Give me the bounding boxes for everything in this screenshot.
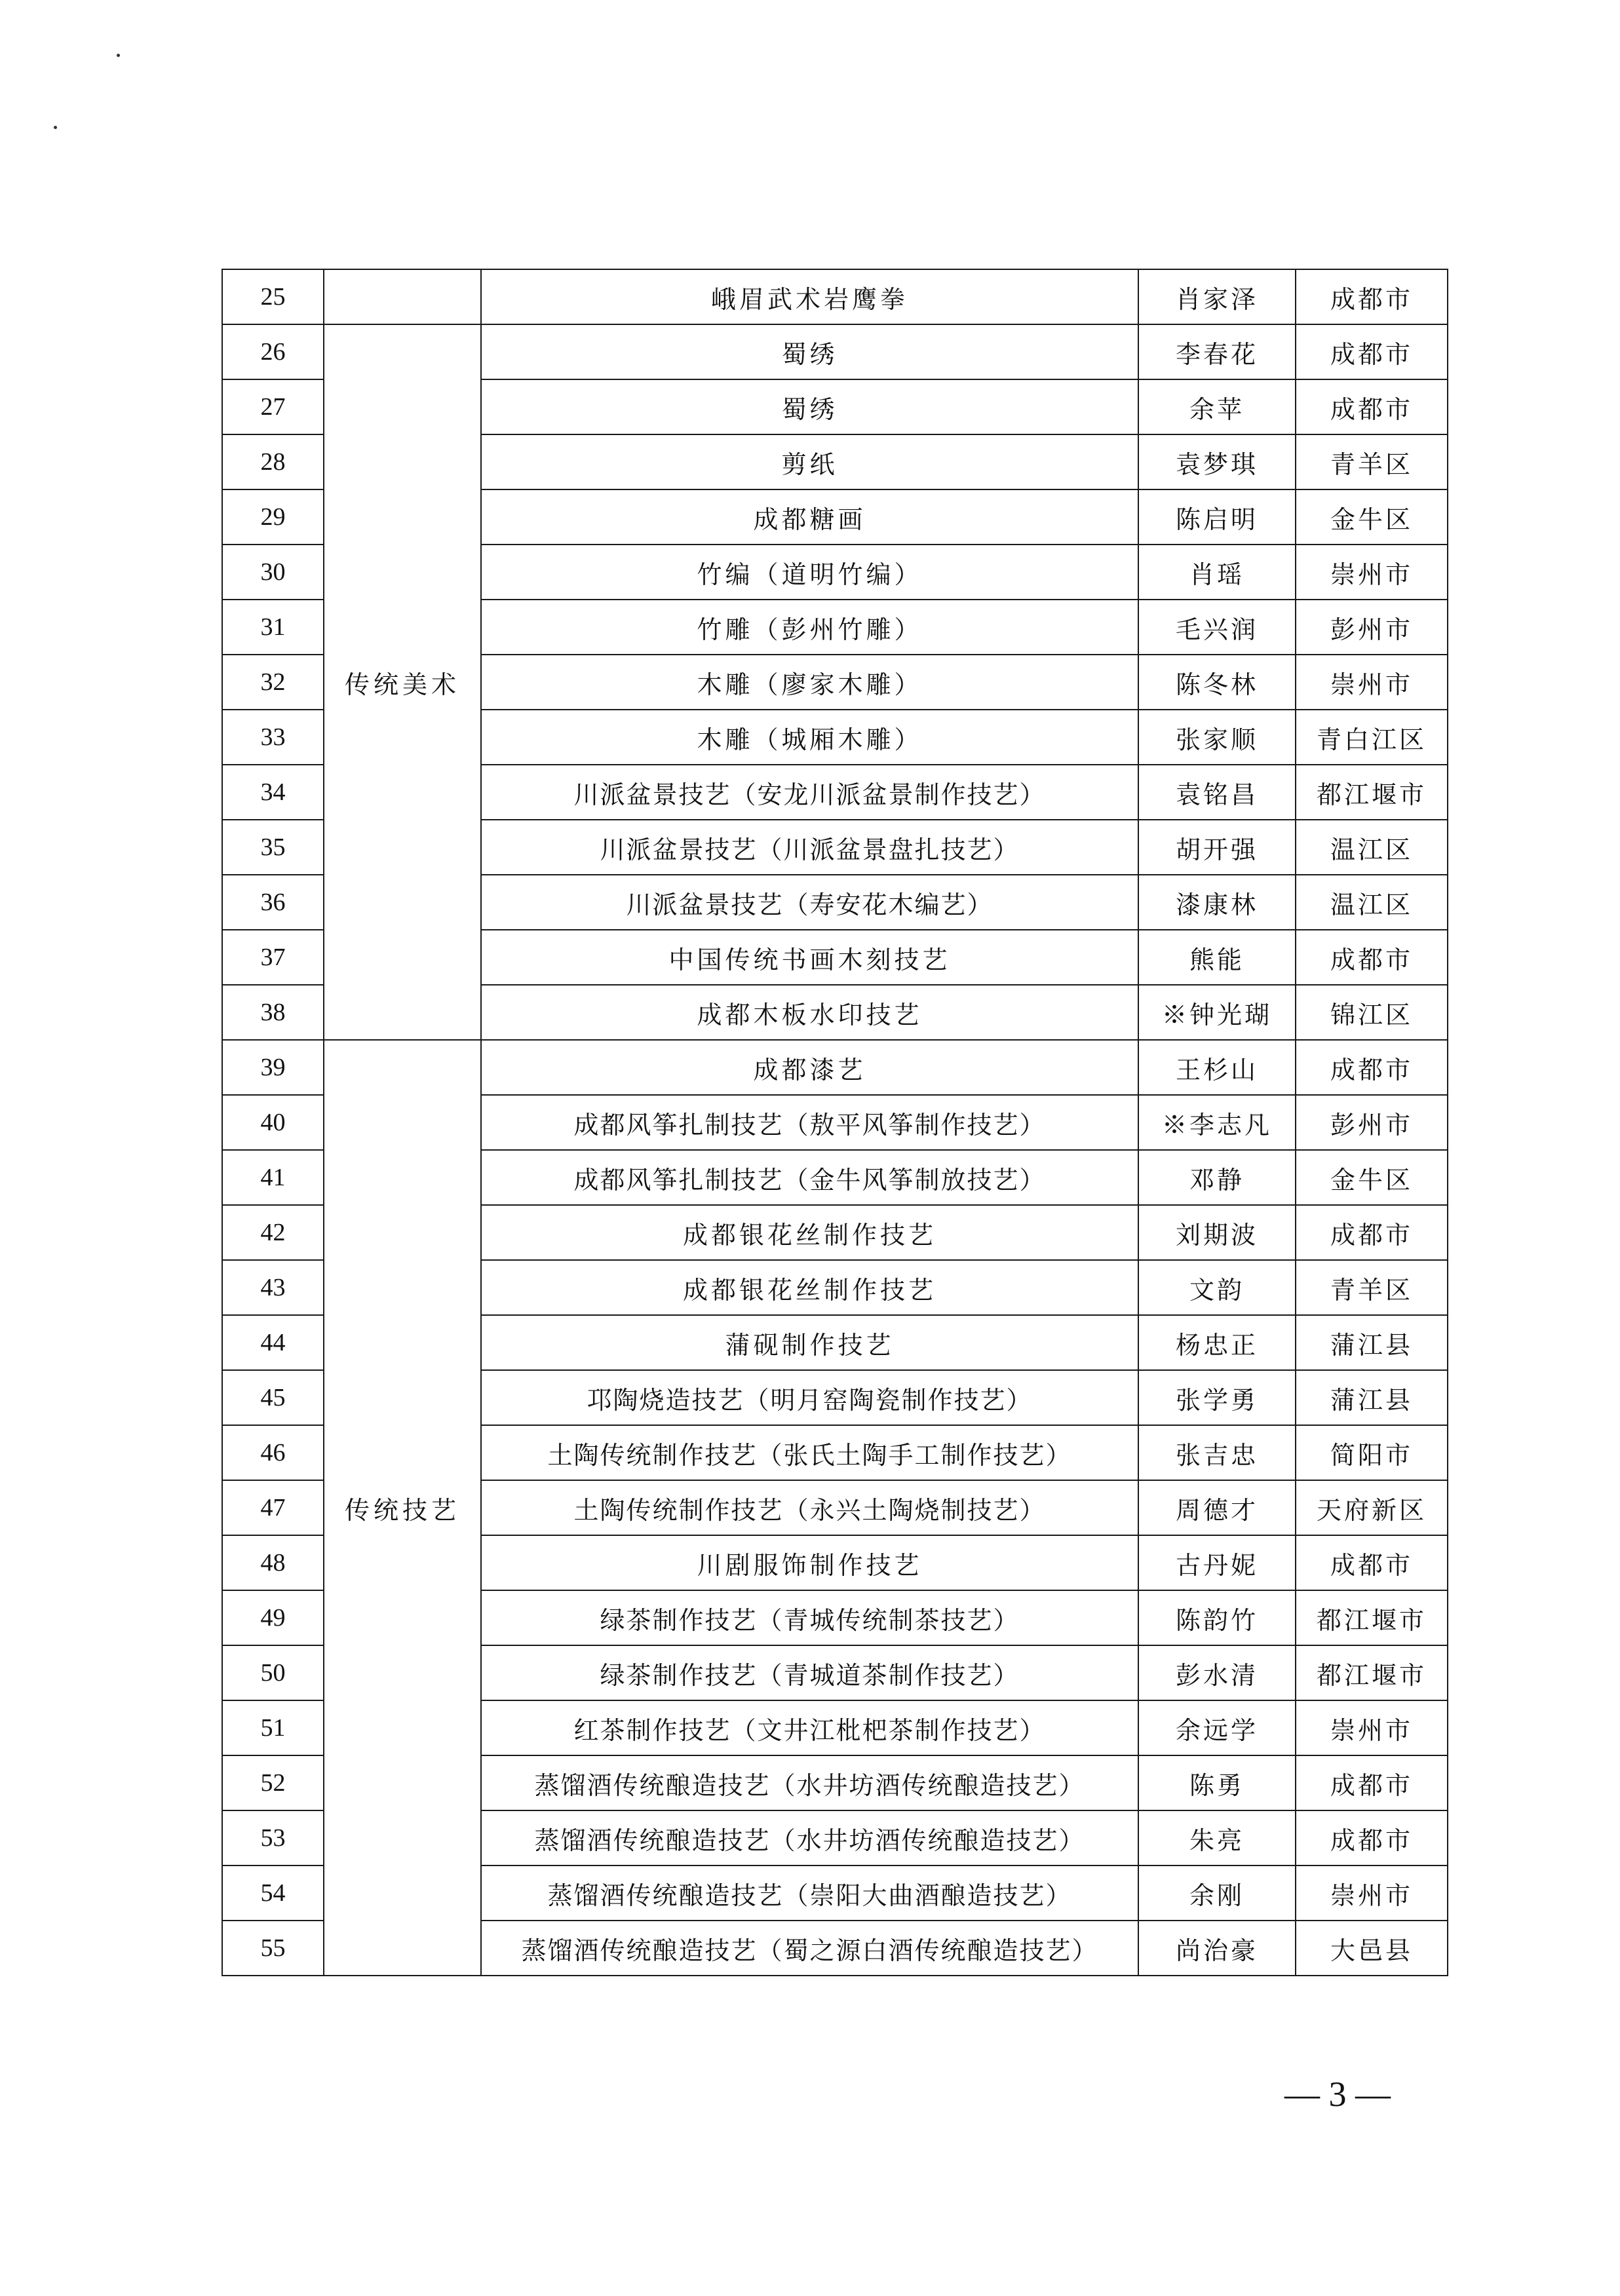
region: 崇州市 xyxy=(1296,1866,1448,1921)
row-number: 29 xyxy=(222,489,324,545)
inheritor-name: 周德才 xyxy=(1138,1480,1296,1535)
row-number: 30 xyxy=(222,545,324,600)
category-cell: 传统美术 xyxy=(324,324,481,1040)
project-name: 蒸馏酒传统酿造技艺（蜀之源白酒传统酿造技艺） xyxy=(481,1921,1138,1976)
region: 金牛区 xyxy=(1296,489,1448,545)
category-cell: 传统技艺 xyxy=(324,1040,481,1976)
inheritor-name: 张吉忠 xyxy=(1138,1425,1296,1480)
row-number: 50 xyxy=(222,1645,324,1700)
row-number: 33 xyxy=(222,710,324,765)
project-name: 红茶制作技艺（文井江枇杷茶制作技艺） xyxy=(481,1700,1138,1755)
region: 金牛区 xyxy=(1296,1150,1448,1205)
table-row xyxy=(222,1040,1448,1095)
region: 成都市 xyxy=(1296,1205,1448,1260)
inheritor-name: 张家顺 xyxy=(1138,710,1296,765)
inheritor-name: 毛兴润 xyxy=(1138,600,1296,655)
region: 成都市 xyxy=(1296,1535,1448,1590)
inheritor-name: 尚治豪 xyxy=(1138,1921,1296,1976)
row-number: 47 xyxy=(222,1480,324,1535)
inheritor-name: 熊能 xyxy=(1138,930,1296,985)
region: 成都市 xyxy=(1296,1755,1448,1810)
row-number: 49 xyxy=(222,1590,324,1645)
region: 温江区 xyxy=(1296,875,1448,930)
inheritor-name: 肖家泽 xyxy=(1138,269,1296,324)
project-name: 蜀绣 xyxy=(481,379,1138,434)
project-name: 木雕（廖家木雕） xyxy=(481,655,1138,710)
region: 青白江区 xyxy=(1296,710,1448,765)
inheritor-name: 朱亮 xyxy=(1138,1810,1296,1866)
inheritor-name: 刘期波 xyxy=(1138,1205,1296,1260)
inheritor-name: 杨忠正 xyxy=(1138,1315,1296,1370)
row-number: 32 xyxy=(222,655,324,710)
category-cell-empty xyxy=(324,269,481,324)
inheritor-name: 陈韵竹 xyxy=(1138,1590,1296,1645)
project-name: 中国传统书画木刻技艺 xyxy=(481,930,1138,985)
region: 都江堰市 xyxy=(1296,1590,1448,1645)
inheritor-name: 陈勇 xyxy=(1138,1755,1296,1810)
row-number: 36 xyxy=(222,875,324,930)
inheritor-name: 余远学 xyxy=(1138,1700,1296,1755)
inheritor-name: 漆康林 xyxy=(1138,875,1296,930)
inheritor-name: 肖瑶 xyxy=(1138,545,1296,600)
row-number: 37 xyxy=(222,930,324,985)
inheritor-name: 彭水清 xyxy=(1138,1645,1296,1700)
region: 成都市 xyxy=(1296,930,1448,985)
project-name: 竹雕（彭州竹雕） xyxy=(481,600,1138,655)
region: 彭州市 xyxy=(1296,600,1448,655)
row-number: 48 xyxy=(222,1535,324,1590)
region: 成都市 xyxy=(1296,1040,1448,1095)
inheritor-table xyxy=(222,269,1448,1976)
row-number: 41 xyxy=(222,1150,324,1205)
project-name: 川派盆景技艺（安龙川派盆景制作技艺） xyxy=(481,765,1138,820)
inheritor-name: 李春花 xyxy=(1138,324,1296,379)
region: 崇州市 xyxy=(1296,545,1448,600)
inheritor-name: 袁铭昌 xyxy=(1138,765,1296,820)
project-name: 成都糖画 xyxy=(481,489,1138,545)
region: 温江区 xyxy=(1296,820,1448,875)
region: 成都市 xyxy=(1296,324,1448,379)
project-name: 成都银花丝制作技艺 xyxy=(481,1260,1138,1315)
project-name: 峨眉武术岩鹰拳 xyxy=(481,269,1138,324)
project-name: 绿茶制作技艺（青城道茶制作技艺） xyxy=(481,1645,1138,1700)
inheritor-name: 袁梦琪 xyxy=(1138,434,1296,489)
project-name: 邛陶烧造技艺（明月窑陶瓷制作技艺） xyxy=(481,1370,1138,1425)
inheritor-name: 张学勇 xyxy=(1138,1370,1296,1425)
row-number: 35 xyxy=(222,820,324,875)
project-name: 川剧服饰制作技艺 xyxy=(481,1535,1138,1590)
row-number: 55 xyxy=(222,1921,324,1976)
region: 成都市 xyxy=(1296,1810,1448,1866)
region: 青羊区 xyxy=(1296,1260,1448,1315)
row-number: 53 xyxy=(222,1810,324,1866)
project-name: 土陶传统制作技艺（永兴土陶烧制技艺） xyxy=(481,1480,1138,1535)
scan-speck xyxy=(117,54,120,57)
row-number: 52 xyxy=(222,1755,324,1810)
project-name: 成都木板水印技艺 xyxy=(481,985,1138,1040)
project-name: 成都银花丝制作技艺 xyxy=(481,1205,1138,1260)
region: 简阳市 xyxy=(1296,1425,1448,1480)
region: 蒲江县 xyxy=(1296,1315,1448,1370)
row-number: 34 xyxy=(222,765,324,820)
row-number: 44 xyxy=(222,1315,324,1370)
row-number: 26 xyxy=(222,324,324,379)
region: 彭州市 xyxy=(1296,1095,1448,1150)
project-name: 剪纸 xyxy=(481,434,1138,489)
inheritor-name: 余苹 xyxy=(1138,379,1296,434)
table-row xyxy=(222,269,1448,324)
project-name: 成都漆艺 xyxy=(481,1040,1138,1095)
inheritor-name: 陈冬林 xyxy=(1138,655,1296,710)
inheritor-name: ※钟光瑚 xyxy=(1138,985,1296,1040)
region: 大邑县 xyxy=(1296,1921,1448,1976)
project-name: 川派盆景技艺（寿安花木编艺） xyxy=(481,875,1138,930)
project-name: 蒸馏酒传统酿造技艺（水井坊酒传统酿造技艺） xyxy=(481,1755,1138,1810)
inheritor-name: ※李志凡 xyxy=(1138,1095,1296,1150)
page-number: — 3 — xyxy=(1284,2075,1391,2114)
inheritor-name: 余刚 xyxy=(1138,1866,1296,1921)
inheritor-name: 邓静 xyxy=(1138,1150,1296,1205)
project-name: 蒲砚制作技艺 xyxy=(481,1315,1138,1370)
inheritor-name: 古丹妮 xyxy=(1138,1535,1296,1590)
inheritor-name: 陈启明 xyxy=(1138,489,1296,545)
row-number: 38 xyxy=(222,985,324,1040)
project-name: 蒸馏酒传统酿造技艺（崇阳大曲酒酿造技艺） xyxy=(481,1866,1138,1921)
scan-speck xyxy=(54,126,57,129)
row-number: 43 xyxy=(222,1260,324,1315)
region: 成都市 xyxy=(1296,269,1448,324)
inheritor-name: 王杉山 xyxy=(1138,1040,1296,1095)
region: 都江堰市 xyxy=(1296,765,1448,820)
project-name: 绿茶制作技艺（青城传统制茶技艺） xyxy=(481,1590,1138,1645)
row-number: 28 xyxy=(222,434,324,489)
project-name: 土陶传统制作技艺（张氏土陶手工制作技艺） xyxy=(481,1425,1138,1480)
inheritor-name: 文韵 xyxy=(1138,1260,1296,1315)
row-number: 27 xyxy=(222,379,324,434)
region: 都江堰市 xyxy=(1296,1645,1448,1700)
row-number: 40 xyxy=(222,1095,324,1150)
region: 蒲江县 xyxy=(1296,1370,1448,1425)
project-name: 竹编（道明竹编） xyxy=(481,545,1138,600)
table-row xyxy=(222,324,1448,379)
project-name: 蜀绣 xyxy=(481,324,1138,379)
region: 成都市 xyxy=(1296,379,1448,434)
project-name: 川派盆景技艺（川派盆景盘扎技艺） xyxy=(481,820,1138,875)
region: 天府新区 xyxy=(1296,1480,1448,1535)
row-number: 54 xyxy=(222,1866,324,1921)
project-name: 蒸馏酒传统酿造技艺（水井坊酒传统酿造技艺） xyxy=(481,1810,1138,1866)
row-number: 31 xyxy=(222,600,324,655)
row-number: 42 xyxy=(222,1205,324,1260)
inheritor-name: 胡开强 xyxy=(1138,820,1296,875)
project-name: 成都风筝扎制技艺（金牛风筝制放技艺） xyxy=(481,1150,1138,1205)
row-number: 45 xyxy=(222,1370,324,1425)
row-number: 51 xyxy=(222,1700,324,1755)
project-name: 成都风筝扎制技艺（敖平风筝制作技艺） xyxy=(481,1095,1138,1150)
region: 锦江区 xyxy=(1296,985,1448,1040)
row-number: 25 xyxy=(222,269,324,324)
row-number: 39 xyxy=(222,1040,324,1095)
region: 崇州市 xyxy=(1296,655,1448,710)
region: 青羊区 xyxy=(1296,434,1448,489)
region: 崇州市 xyxy=(1296,1700,1448,1755)
project-name: 木雕（城厢木雕） xyxy=(481,710,1138,765)
row-number: 46 xyxy=(222,1425,324,1480)
